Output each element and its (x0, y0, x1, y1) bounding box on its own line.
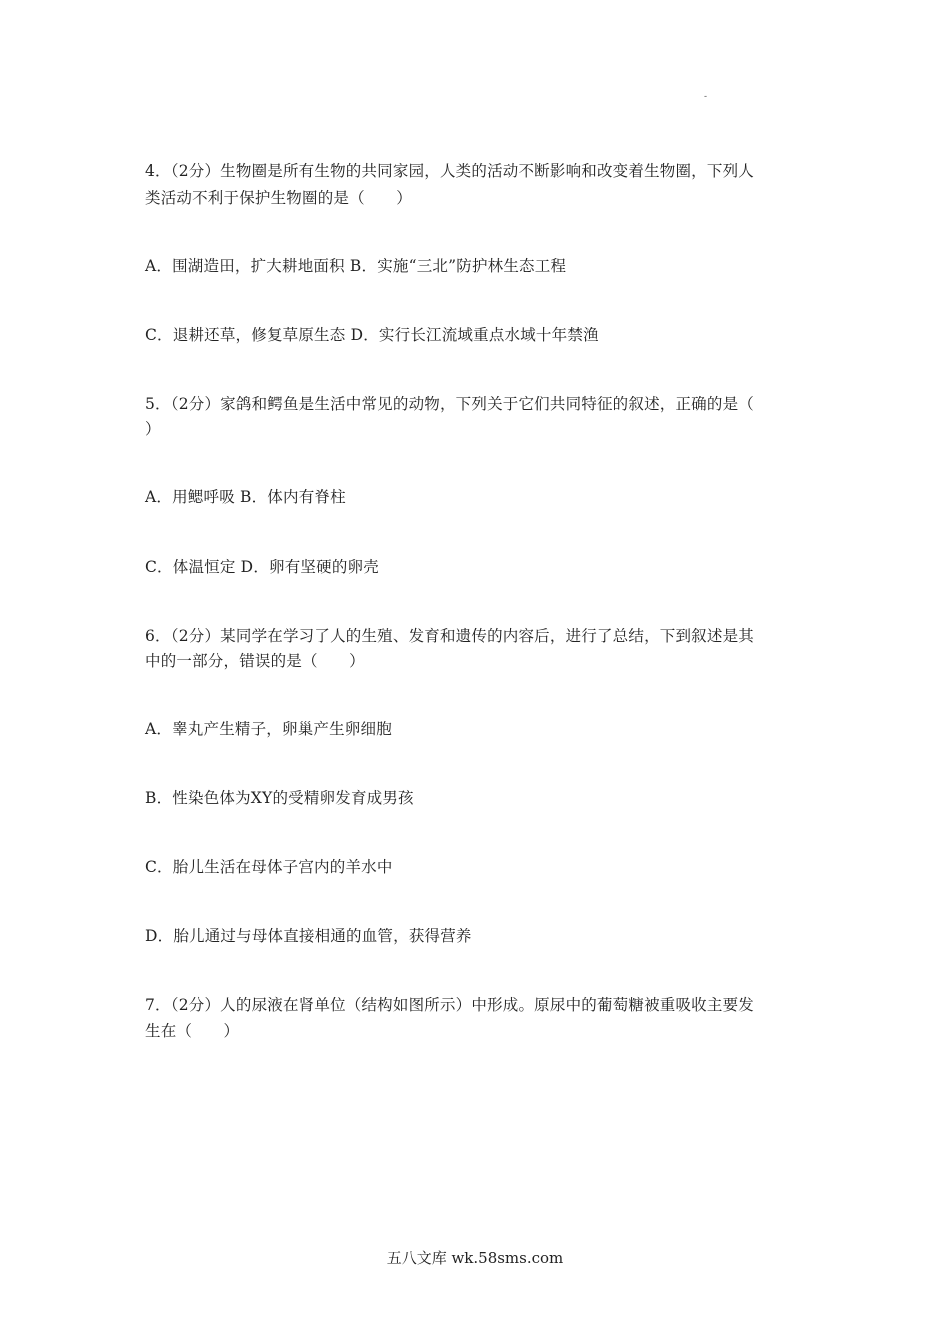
question-5-option-cd: C．体温恒定 D．卵有坚硬的卵壳 (145, 558, 379, 576)
question-7-stem-line1: 7．（2分）人的尿液在肾单位（结构如图所示）中形成。原尿中的葡萄糖被重吸收主要发 (145, 996, 754, 1014)
question-4-stem-line2: 类活动不利于保护生物圈的是（ ） (145, 189, 412, 207)
question-4-option-ab: A．围湖造田，扩大耕地面积 B．实施“三北”防护林生态工程 (145, 257, 567, 275)
question-6-option-d: D．胎儿通过与母体直接相通的血管，获得营养 (145, 927, 472, 945)
question-6-option-c: C．胎儿生活在母体子宫内的羊水中 (145, 858, 393, 876)
question-5-stem-line1: 5．（2分）家鸽和鳄鱼是生活中常见的动物，下列关于它们共同特征的叙述，正确的是（ (145, 395, 754, 413)
question-5-stem-line2: ） (145, 420, 161, 438)
question-6-option-a: A．睾丸产生精子，卵巢产生卵细胞 (145, 720, 392, 738)
question-6-option-b: B．性染色体为XY的受精卵发育成男孩 (145, 789, 414, 807)
question-6-stem-line1: 6．（2分）某同学在学习了人的生殖、发育和遗传的内容后，进行了总结，下到叙述是其 (145, 627, 754, 645)
footer-watermark: 五八文库 wk.58sms.com (386, 1249, 564, 1267)
question-7-stem-line2: 生在（ ） (145, 1022, 240, 1040)
question-4-stem-line1: 4．（2分）生物圈是所有生物的共同家园，人类的活动不断影响和改变着生物圈，下列人 (145, 162, 754, 180)
question-4-option-cd: C．退耕还草，修复草原生态 D．实行长江流域重点水域十年禁渔 (145, 326, 599, 344)
question-6-stem-line2: 中的一部分，错误的是（ ） (145, 652, 365, 670)
question-5-option-ab: A．用鳃呼吸 B．体内有脊柱 (145, 488, 346, 506)
header-mark: - (704, 92, 708, 102)
